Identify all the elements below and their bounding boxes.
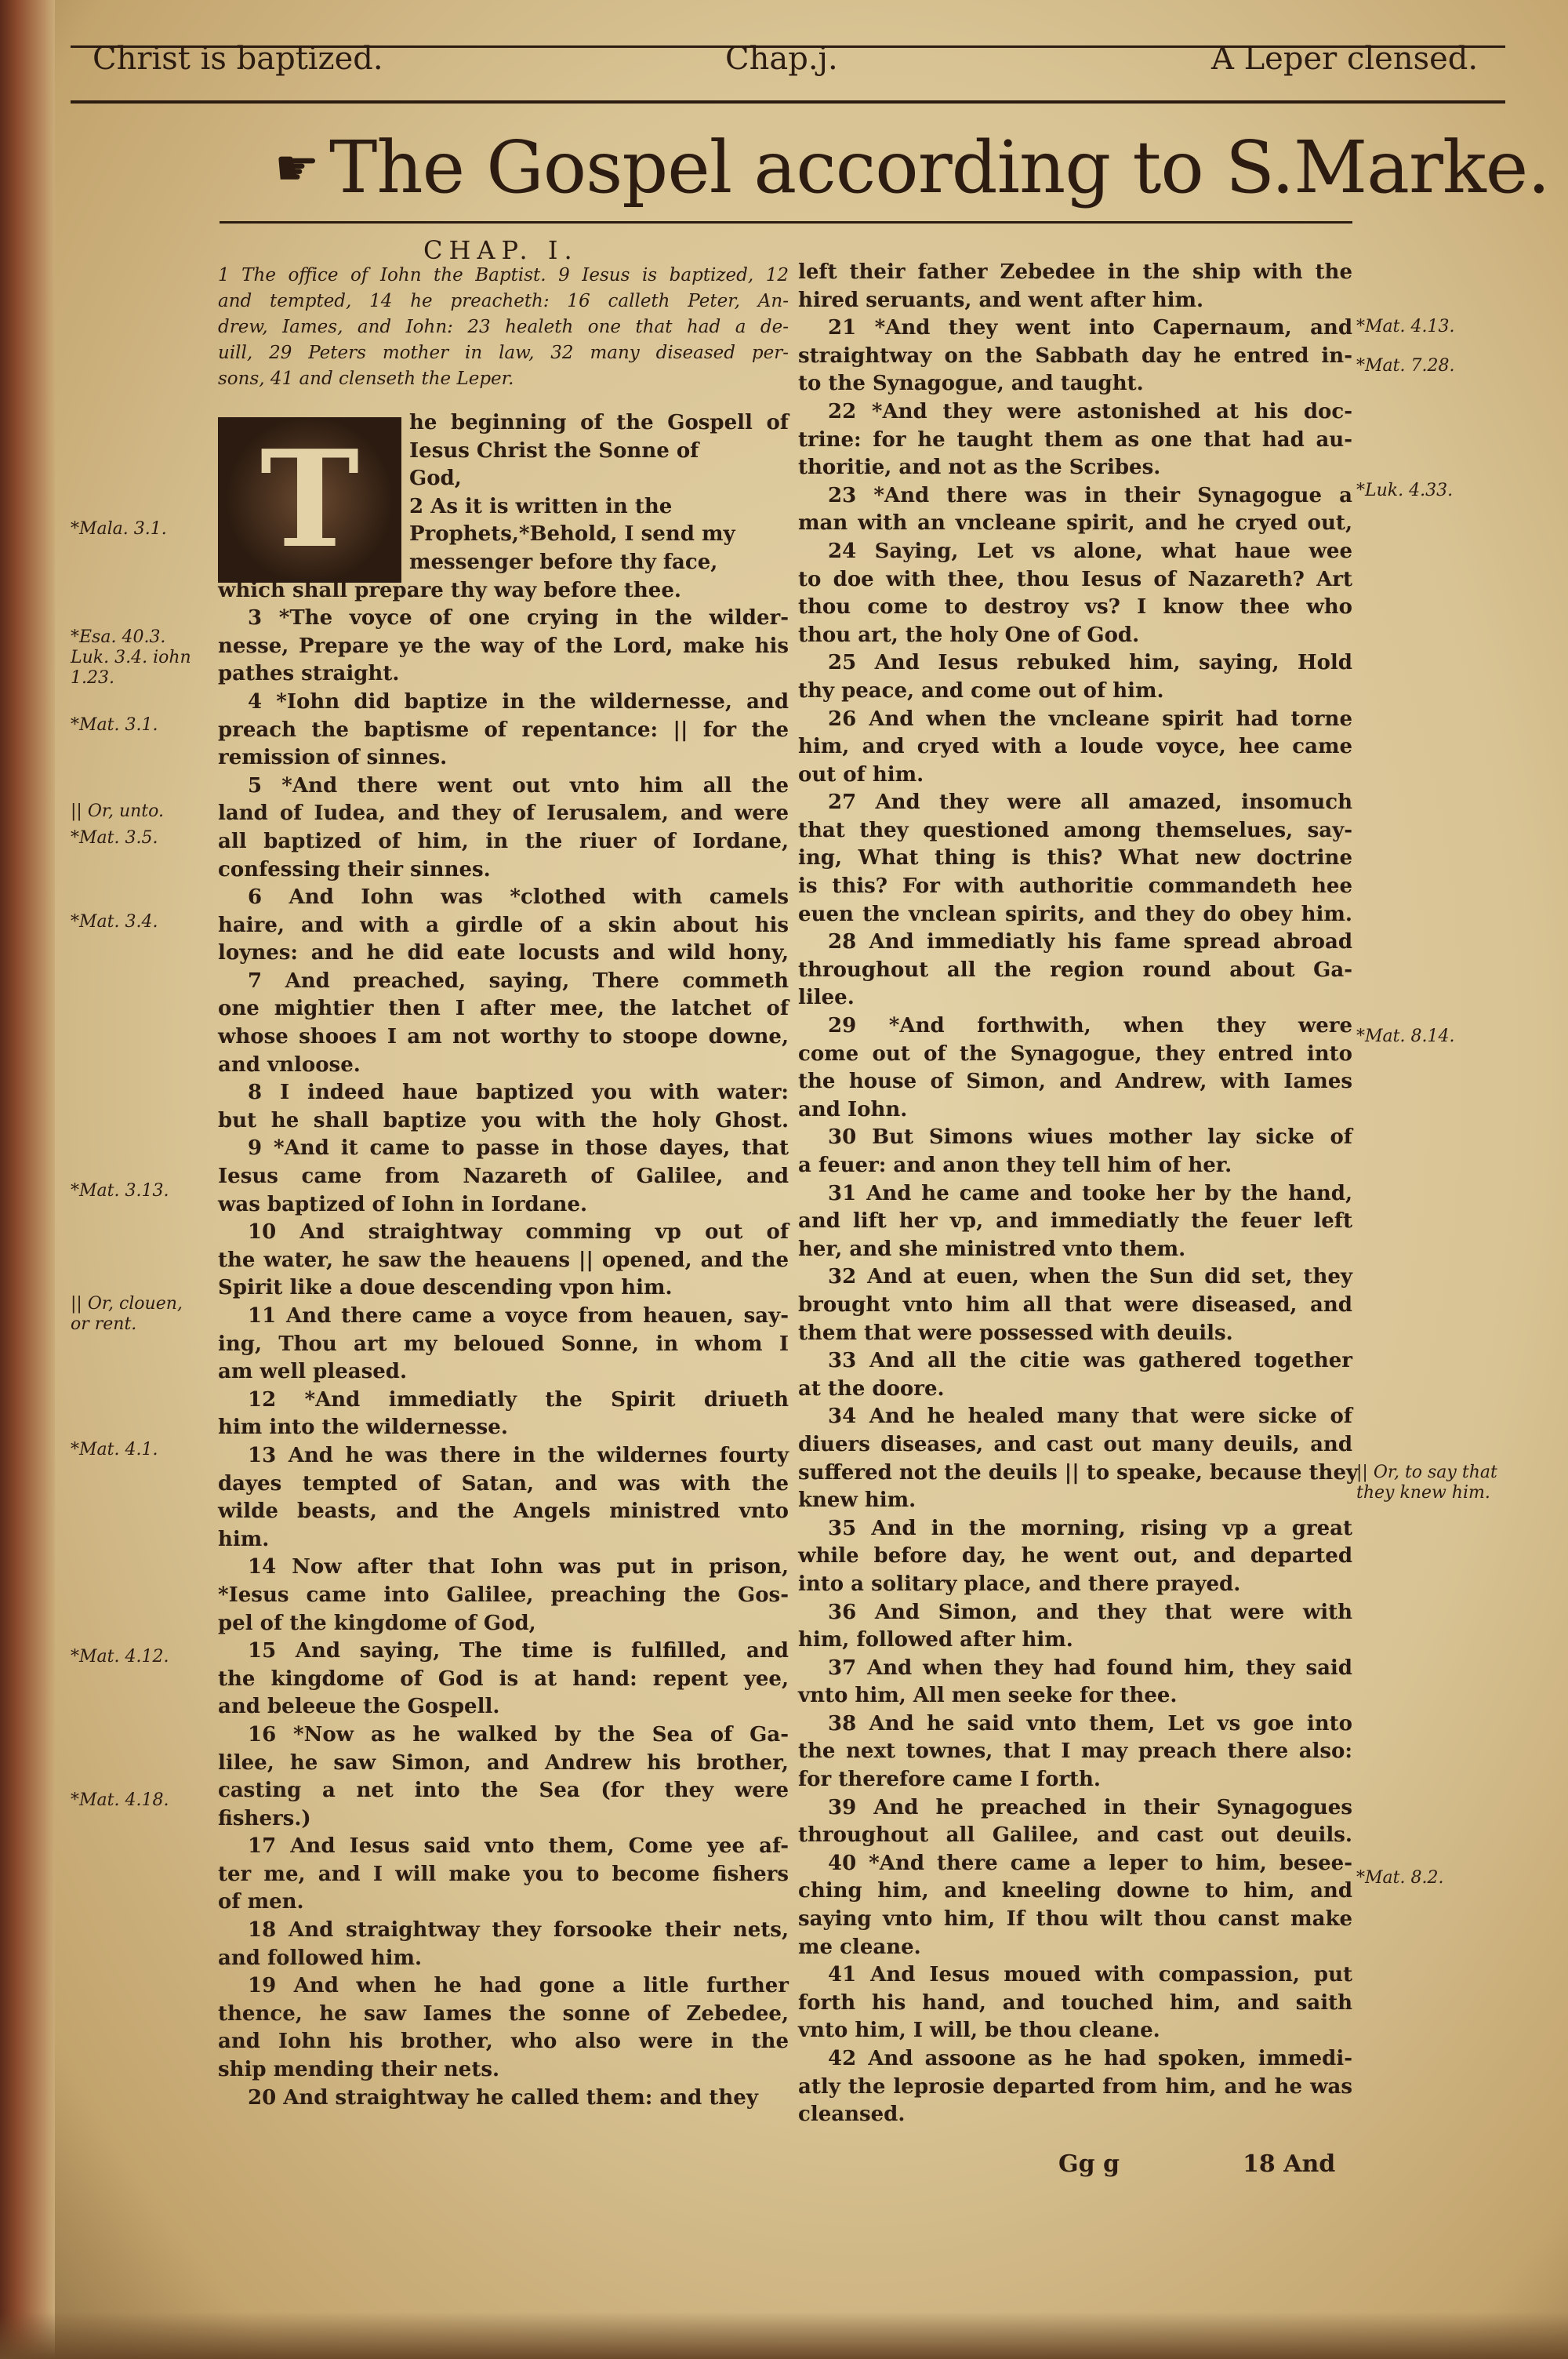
margin-note: *Mat. 4.18. bbox=[71, 1790, 169, 1810]
text-line: and beleeue the Gospell. bbox=[218, 1695, 500, 1719]
summary-line: drew, Iames, and Iohn: 23 healeth one that had a de- bbox=[218, 317, 789, 337]
text-line: 37 And when they had found him, they said bbox=[828, 1656, 1352, 1680]
text-line: 18 And straightway they forsooke their nets, bbox=[248, 1918, 789, 1943]
text-line: God, bbox=[409, 467, 462, 491]
text-line: nesse, Prepare ye the way of the Lord, make his bbox=[218, 634, 789, 658]
text-line: 12 *And immediatly the Spirit driueth bbox=[248, 1387, 789, 1412]
text-line: straightway on the Sabbath day he entred in- bbox=[798, 343, 1352, 368]
text-line: 13 And he was there in the wildernes fourty bbox=[248, 1443, 789, 1467]
text-line: 11 And there came a voyce from heauen, say- bbox=[248, 1304, 789, 1328]
text-line: the water, he saw the heauens || opened, and the bbox=[218, 1248, 789, 1272]
text-line: land of Iudea, and they of Ierusalem, and were bbox=[218, 801, 789, 826]
text-line: 26 And when the vncleane spirit had torne bbox=[828, 707, 1352, 731]
text-line: 10 And straightway comming vp out of bbox=[248, 1220, 789, 1245]
text-line: preach the baptisme of repentance: || for the bbox=[218, 718, 789, 742]
page-bottom-edge bbox=[0, 2312, 1568, 2359]
text-line: him into the wildernesse. bbox=[218, 1416, 508, 1440]
margin-note: *Mat. 8.14. bbox=[1356, 1027, 1455, 1046]
margin-note: *Luk. 4.33. bbox=[1356, 481, 1454, 500]
text-line: ing, What thing is this? What new doctrine bbox=[798, 846, 1352, 871]
text-line: but he shall baptize you with the holy Ghost. bbox=[218, 1108, 789, 1132]
page-title: The Gospel according to S.Marke. bbox=[329, 125, 1550, 209]
text-line: hired seruants, and went after him. bbox=[798, 288, 1204, 312]
text-line: cleansed. bbox=[798, 2103, 906, 2127]
text-line: whose shooes I am not worthy to stoope downe, bbox=[218, 1025, 789, 1049]
text-line: 17 And Iesus said vnto them, Come yee af- bbox=[248, 1834, 789, 1859]
margin-note: *Mat. 3.4. bbox=[71, 912, 158, 932]
running-header-center: Chap.j. bbox=[725, 41, 838, 77]
text-line: 22 *And they were astonished at his doc- bbox=[828, 399, 1352, 423]
text-line: thou art, the holy One of God. bbox=[798, 623, 1140, 647]
title-rule bbox=[220, 221, 1352, 224]
text-line: him. bbox=[218, 1527, 270, 1551]
text-line: Spirit like a doue descending vpon him. bbox=[218, 1276, 673, 1300]
text-line: thy peace, and come out of him. bbox=[798, 678, 1164, 703]
text-line: the next townes, that I may preach there also: bbox=[798, 1739, 1352, 1764]
text-line: thoritie, and not as the Scribes. bbox=[798, 456, 1161, 480]
book-spine-gutter bbox=[0, 0, 55, 2359]
text-line: 33 And all the citie was gathered together bbox=[828, 1349, 1352, 1373]
text-line: come out of the Synagogue, they entred into bbox=[798, 1041, 1352, 1066]
text-line: throughout all Galilee, and cast out deuils. bbox=[798, 1823, 1352, 1848]
text-line: 6 And Iohn was *clothed with camels bbox=[248, 885, 789, 910]
text-line: am well pleased. bbox=[218, 1360, 407, 1384]
text-line: messenger before thy face, bbox=[409, 550, 718, 574]
margin-note: *Mat. 4.1. bbox=[71, 1440, 158, 1459]
text-line: one mightier then I after mee, the latchet of bbox=[218, 997, 789, 1021]
text-line: 3 *The voyce of one crying in the wilder- bbox=[248, 606, 789, 631]
text-line: 39 And he preached in their Synagogues bbox=[828, 1795, 1352, 1819]
text-line: him, followed after him. bbox=[798, 1628, 1073, 1652]
text-line: suffered not the deuils || to speake, because they bbox=[798, 1460, 1359, 1485]
text-line: pathes straight. bbox=[218, 662, 400, 686]
text-line: 14 Now after that Iohn was put in prison, bbox=[248, 1555, 789, 1579]
text-line: 34 And he healed many that were sicke of bbox=[828, 1405, 1352, 1429]
text-line: 8 I indeed haue baptized you with water: bbox=[248, 1081, 789, 1105]
margin-note: *Mat. 3.5. bbox=[71, 828, 158, 848]
text-line: remission of sinnes. bbox=[218, 746, 448, 770]
left-text-column bbox=[218, 409, 789, 2112]
signature-mark: Gg g bbox=[1058, 2150, 1120, 2178]
text-line: a feuer: and anon they tell him of her. bbox=[798, 1154, 1232, 1177]
text-line: all baptized of him, in the riuer of Iordane, bbox=[218, 829, 789, 853]
text-line: which shall prepare thy way before thee. bbox=[218, 578, 681, 602]
text-line: them that were possessed with deuils. bbox=[798, 1321, 1233, 1345]
text-line: vnto him, All men seeke for thee. bbox=[798, 1684, 1178, 1708]
text-line: and lift her vp, and immediatly the feuer left bbox=[798, 1209, 1352, 1234]
drop-cap: T bbox=[218, 417, 401, 583]
text-line: while before day, he went out, and departed bbox=[798, 1544, 1352, 1568]
text-line: 7 And preached, saying, There commeth bbox=[248, 969, 789, 993]
text-line: wilde beasts, and the Angels ministred vnto bbox=[218, 1499, 789, 1524]
text-line: to doe with thee, thou Iesus of Nazareth? Art bbox=[798, 567, 1352, 591]
text-line: and Iohn his brother, who also were in the bbox=[218, 2030, 789, 2054]
margin-note: *Mat. 8.2. bbox=[1356, 1868, 1444, 1888]
header-rule bbox=[71, 100, 1505, 104]
text-line: 29 *And forthwith, when they were bbox=[828, 1014, 1352, 1038]
summary-line: uill, 29 Peters mother in law, 32 many diseased per- bbox=[218, 343, 789, 363]
text-line: 2 As it is written in the bbox=[409, 494, 673, 518]
catchword: 18 And bbox=[1243, 2150, 1336, 2178]
text-line: the kingdome of God is at hand: repent yee, bbox=[218, 1667, 789, 1691]
text-line: 20 And straightway he called them: and they bbox=[248, 2085, 758, 2110]
text-line: ship mending their nets. bbox=[218, 2058, 500, 2082]
margin-note: *Mat. 4.12. bbox=[71, 1647, 169, 1667]
text-line: Iesus came from Nazareth of Galilee, and bbox=[218, 1165, 789, 1189]
text-line: 42 And assoone as he had spoken, immedi- bbox=[828, 2047, 1352, 2070]
text-line: ching him, and kneeling downe to him, and bbox=[798, 1879, 1352, 1903]
text-line: 24 Saying, Let vs alone, what haue wee bbox=[828, 539, 1352, 563]
text-line: is this? For with authoritie commandeth hee bbox=[798, 874, 1352, 899]
text-line: *Iesus came into Galilee, preaching the Gos- bbox=[218, 1583, 789, 1607]
margin-note: *Mat. 4.13. bbox=[1356, 317, 1455, 336]
pointing-hand-icon: ☛ bbox=[274, 140, 320, 198]
text-line: man with an vncleane spirit, and he cryed out, bbox=[798, 511, 1352, 536]
text-line: saying vnto him, If thou wilt thou canst make bbox=[798, 1907, 1352, 1932]
summary-line: sons, 41 and clenseth the Leper. bbox=[218, 369, 514, 389]
text-line: him, and cryed with a loude voyce, hee came bbox=[798, 735, 1352, 759]
margin-note: *Mat. 3.13. bbox=[71, 1181, 169, 1201]
text-line: 5 *And there went out vnto him all the bbox=[248, 773, 789, 798]
text-line: 4 *Iohn did baptize in the wildernesse, and bbox=[248, 689, 789, 714]
text-line: 31 And he came and tooke her by the hand, bbox=[828, 1181, 1352, 1205]
text-line: 16 *Now as he walked by the Sea of Ga- bbox=[248, 1722, 789, 1747]
text-line: and Iohn. bbox=[798, 1097, 908, 1121]
margin-note: *Mala. 3.1. bbox=[71, 519, 167, 539]
text-line: diuers diseases, and cast out many deuils, and bbox=[798, 1432, 1352, 1456]
summary-line: and tempted, 14 he preacheth: 16 calleth Peter, An- bbox=[218, 291, 789, 311]
text-line: 19 And when he had gone a litle further bbox=[248, 1974, 789, 1998]
text-line: for therefore came I forth. bbox=[798, 1768, 1101, 1792]
summary-line: 1 The office of Iohn the Baptist. 9 Iesus is baptized, 12 bbox=[218, 265, 789, 285]
text-line: out of him. bbox=[798, 762, 924, 787]
text-line: trine: for he taught them as one that had au- bbox=[798, 427, 1352, 452]
text-line: her, and she ministred vnto them. bbox=[798, 1237, 1186, 1261]
margin-note: || Or, unto. bbox=[71, 801, 164, 821]
text-line: ing, Thou art my beloued Sonne, in whom I bbox=[218, 1332, 789, 1356]
text-line: 9 *And it came to passe in those dayes, that bbox=[248, 1136, 789, 1161]
text-line: left their father Zebedee in the ship with the bbox=[798, 260, 1352, 284]
text-line: and vnloose. bbox=[218, 1052, 361, 1077]
chapter-summary bbox=[218, 263, 789, 392]
text-line: that they questioned among themselues, say- bbox=[798, 818, 1352, 842]
text-line: me cleane. bbox=[798, 1935, 921, 1959]
margin-note: *Esa. 40.3. Luk. 3.4. iohn 1.23. bbox=[71, 627, 191, 688]
text-line: forth his hand, and touched him, and saith bbox=[798, 1990, 1352, 2015]
text-line: 21 *And they went into Capernaum, and bbox=[828, 316, 1352, 340]
text-line: 30 But Simons wiues mother lay sicke of bbox=[828, 1125, 1352, 1150]
text-line: atly the leprosie departed from him, and he was bbox=[798, 2074, 1352, 2099]
text-line: brought vnto him all that were diseased, and bbox=[798, 1292, 1352, 1317]
text-line: 25 And Iesus rebuked him, saying, Hold bbox=[828, 651, 1352, 675]
text-line: was baptized of Iohn in Iordane. bbox=[218, 1192, 588, 1216]
text-line: 41 And Iesus moued with compassion, put bbox=[828, 1963, 1352, 1987]
text-line: Prophets,*Behold, I send my bbox=[409, 522, 735, 547]
text-line: at the doore. bbox=[798, 1376, 945, 1401]
text-line: into a solitary place, and there prayed. bbox=[798, 1572, 1241, 1596]
chapter-heading: CHAP. I. bbox=[423, 235, 579, 265]
text-line: 38 And he said vnto them, Let vs goe into bbox=[828, 1711, 1352, 1736]
text-line: he beginning of the Gospell of bbox=[409, 411, 789, 434]
text-line: haire, and with a girdle of a skin about his bbox=[218, 913, 789, 937]
text-line: Iesus Christ the Sonne of bbox=[409, 438, 699, 463]
margin-note: *Mat. 3.1. bbox=[71, 715, 158, 735]
text-line: euen the vnclean spirits, and they do obey him. bbox=[798, 902, 1352, 926]
running-header-left: Christ is baptized. bbox=[93, 41, 383, 77]
text-line: 28 And immediatly his fame spread abroad bbox=[828, 930, 1352, 954]
text-line: dayes tempted of Satan, and was with the bbox=[218, 1471, 789, 1496]
text-line: 35 And in the morning, rising vp a great bbox=[828, 1516, 1352, 1540]
text-line: 15 And saying, The time is fulfilled, and bbox=[248, 1639, 789, 1663]
text-line: throughout all the region round about Ga- bbox=[798, 958, 1352, 982]
text-line: 32 And at euen, when the Sun did set, they bbox=[828, 1265, 1352, 1289]
text-line: and followed him. bbox=[218, 1946, 423, 1970]
text-line: lilee, he saw Simon, and Andrew his brother, bbox=[218, 1750, 789, 1775]
text-line: loynes: and he did eate locusts and wild hony, bbox=[218, 941, 789, 965]
text-line: confessing their sinnes. bbox=[218, 857, 491, 881]
right-text-column bbox=[798, 259, 1359, 2129]
text-line: 36 And Simon, and they that were with bbox=[828, 1600, 1352, 1624]
margin-note: || Or, clouen, or rent. bbox=[71, 1294, 183, 1334]
text-line: casting a net into the Sea (for they were bbox=[218, 1779, 789, 1803]
margin-note: || Or, to say that they knew him. bbox=[1356, 1463, 1497, 1503]
text-line: pel of the kingdome of God, bbox=[218, 1611, 536, 1635]
text-line: thou come to destroy vs? I know thee who bbox=[798, 595, 1352, 620]
text-line: 40 *And there came a leper to him, besee- bbox=[828, 1851, 1352, 1875]
margin-note: *Mat. 7.28. bbox=[1356, 356, 1455, 376]
text-line: the house of Simon, and Andrew, with Iames bbox=[798, 1070, 1352, 1094]
running-header-right: A Leper clensed. bbox=[1211, 41, 1479, 77]
text-line: 23 *And there was in their Synagogue a bbox=[828, 483, 1352, 507]
text-line: ter me, and I will make you to become fishers bbox=[218, 1862, 789, 1886]
text-line: fishers.) bbox=[218, 1806, 311, 1830]
text-line: to the Synagogue, and taught. bbox=[798, 372, 1144, 396]
text-line: lilee. bbox=[798, 986, 855, 1010]
text-line: of men. bbox=[218, 1890, 304, 1914]
text-line: vnto him, I will, be thou cleane. bbox=[798, 2019, 1160, 2043]
text-line: 27 And they were all amazed, insomuch bbox=[828, 791, 1352, 815]
text-line: knew him. bbox=[798, 1488, 916, 1513]
text-line: thence, he saw Iames the sonne of Zebedee, bbox=[218, 2001, 789, 2026]
